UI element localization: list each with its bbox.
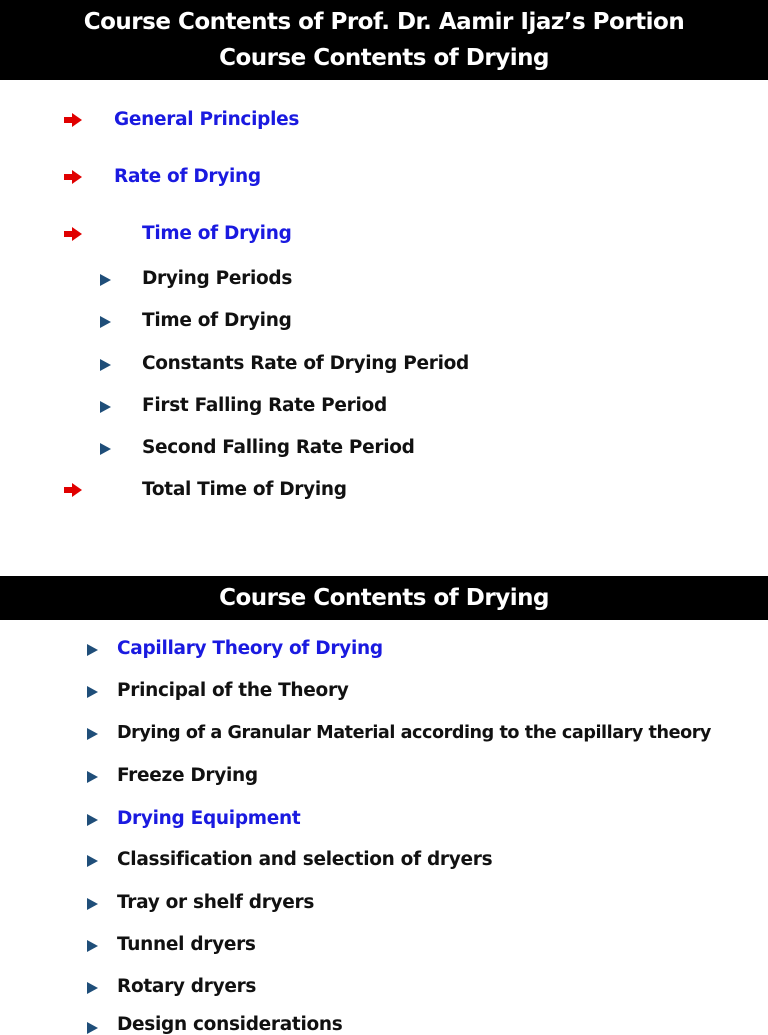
slide2-item-granular-material: Drying of a Granular Material according to the capillary theory [117, 723, 711, 743]
triangle-bullet-icon [87, 855, 98, 867]
triangle-bullet-icon [87, 771, 98, 783]
slide1-item-rate-of-drying: Rate of Drying [114, 166, 261, 187]
red-arrow-bullet-icon [64, 227, 82, 241]
triangle-bullet-icon [87, 982, 98, 994]
triangle-bullet-icon [100, 274, 111, 286]
triangle-bullet-icon [87, 898, 98, 910]
slide1-item-time-of-drying-heading: Time of Drying [142, 223, 292, 244]
red-arrow-bullet-icon [64, 483, 82, 497]
slide1-title-line2: Course Contents of Drying [219, 45, 549, 71]
slide2-item-cutoff: Design considerations [117, 1014, 343, 1035]
slide1-item-drying-periods: Drying Periods [142, 268, 293, 289]
triangle-bullet-icon [100, 443, 111, 455]
slide2-item-tray-dryers: Tray or shelf dryers [117, 892, 315, 913]
slide1-item-second-falling-rate: Second Falling Rate Period [142, 437, 415, 458]
slide2-header [0, 576, 768, 620]
slide2-item-principal-theory: Principal of the Theory [117, 680, 349, 701]
triangle-bullet-icon [87, 728, 98, 740]
slide2-item-tunnel-dryers: Tunnel dryers [117, 934, 256, 955]
slide2-item-freeze-drying: Freeze Drying [117, 765, 258, 786]
slide2-item-drying-equipment: Drying Equipment [117, 808, 301, 829]
red-arrow-bullet-icon [64, 170, 82, 184]
slide1-item-total-time: Total Time of Drying [142, 479, 347, 500]
triangle-bullet-icon [87, 644, 98, 656]
slide1-item-constants-rate: Constants Rate of Drying Period [142, 353, 469, 374]
slide1-title-line1: Course Contents of Prof. Dr. Aamir Ijaz’s Portion [83, 9, 685, 35]
slide2-item-rotary-dryers: Rotary dryers [117, 976, 257, 997]
triangle-bullet-icon [100, 316, 111, 328]
slide1-item-time-of-drying: Time of Drying [142, 310, 292, 331]
slide1-item-first-falling-rate: First Falling Rate Period [142, 395, 387, 416]
triangle-bullet-icon [87, 686, 98, 698]
slide2-item-classification: Classification and selection of dryers [117, 849, 493, 870]
slide2-item-capillary-theory: Capillary Theory of Drying [117, 638, 383, 659]
slide2-title: Course Contents of Drying [219, 585, 549, 611]
triangle-bullet-icon [100, 359, 111, 371]
triangle-bullet-icon [87, 814, 98, 826]
slide1-header [0, 0, 768, 80]
slide1-item-general-principles: General Principles [114, 109, 300, 130]
red-arrow-bullet-icon [64, 113, 82, 127]
triangle-bullet-icon [100, 401, 111, 413]
triangle-bullet-icon [87, 940, 98, 952]
